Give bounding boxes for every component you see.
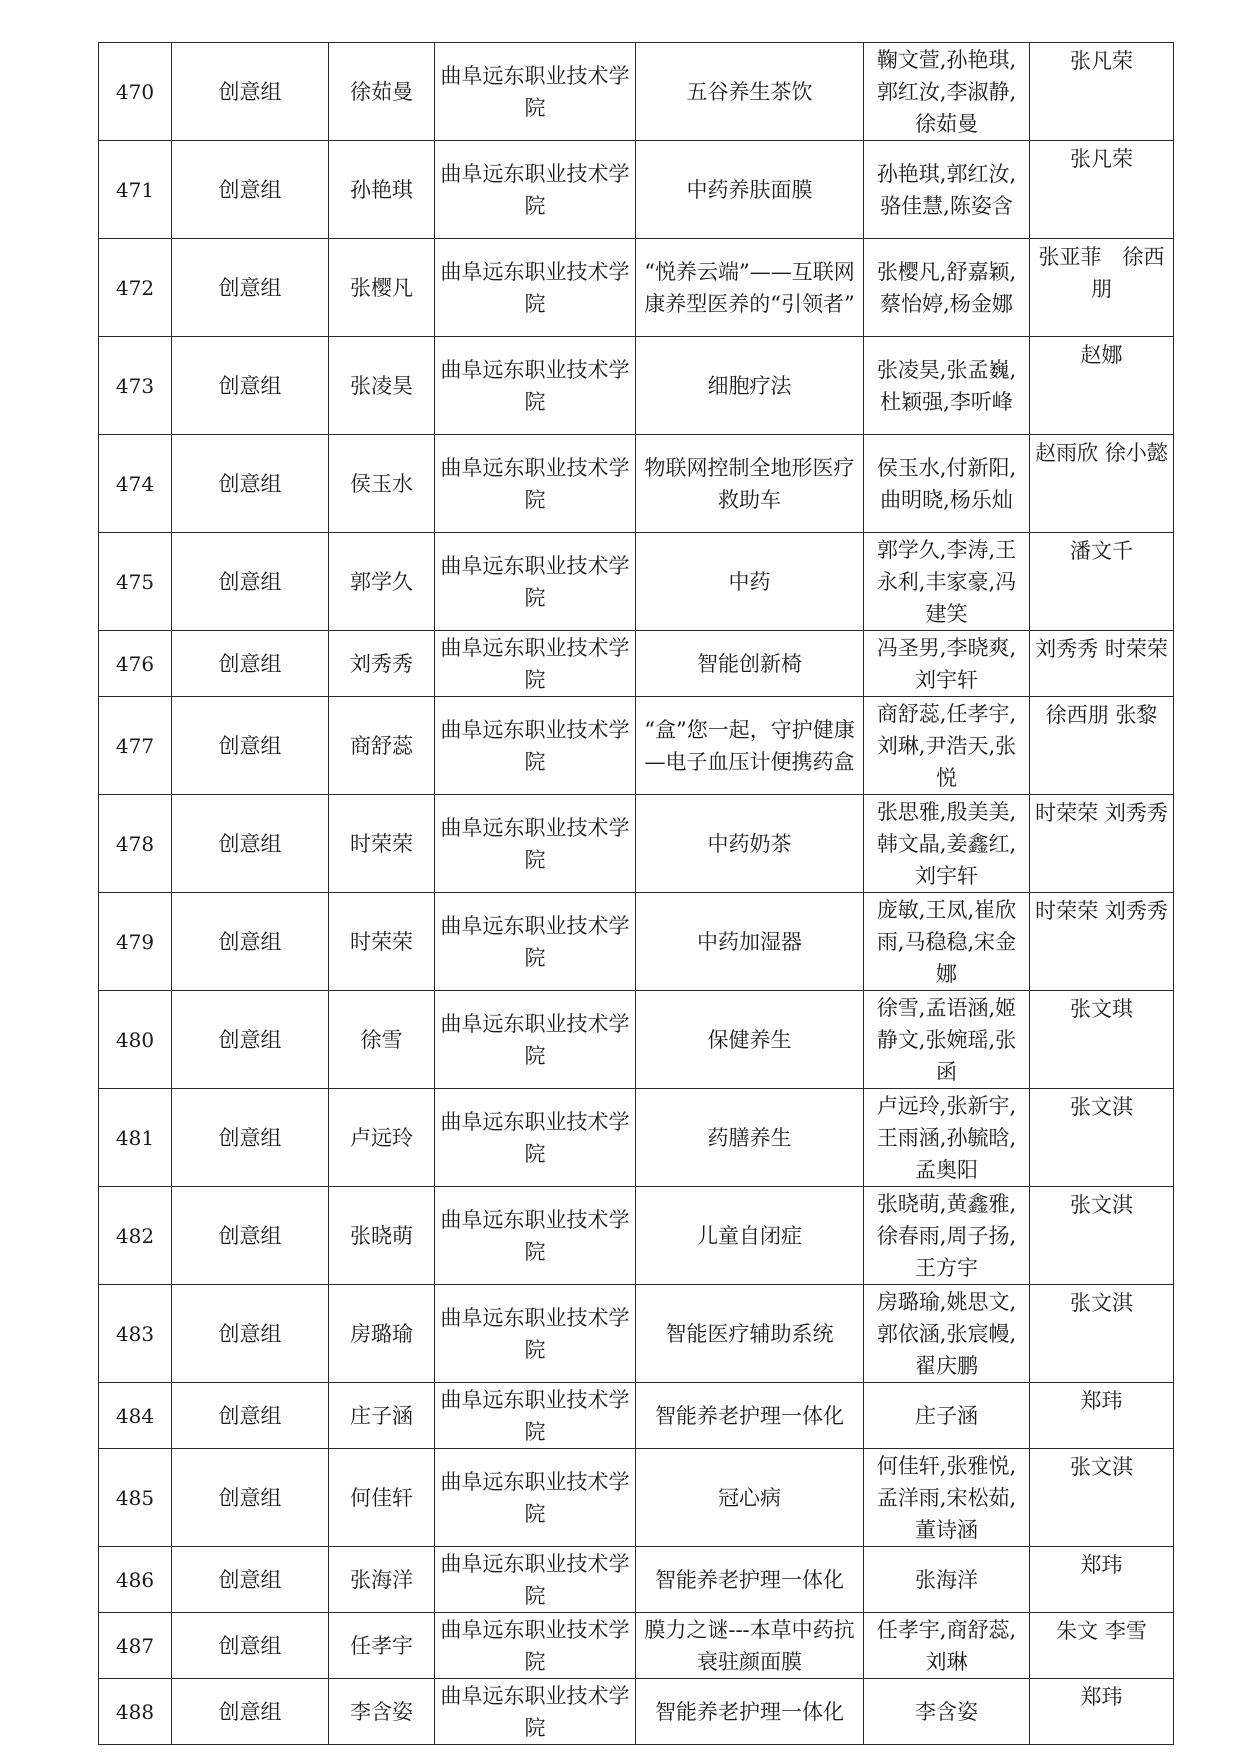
entry-group: 创意组 <box>172 893 329 991</box>
entry-number: 477 <box>99 697 172 795</box>
entry-project: 智能养老护理一体化 <box>636 1383 864 1449</box>
entry-school: 曲阜远东职业技术学院 <box>435 141 636 239</box>
entry-project: 智能医疗辅助系统 <box>636 1285 864 1383</box>
entry-leader: 徐茹曼 <box>329 43 435 141</box>
entry-advisor: 郑玮 <box>1030 1547 1174 1613</box>
entry-project: 冠心病 <box>636 1449 864 1547</box>
entry-advisor: 张亚菲 徐西朋 <box>1030 239 1174 337</box>
entry-number: 474 <box>99 435 172 533</box>
entry-leader: 时荣荣 <box>329 893 435 991</box>
entry-members: 侯玉水,付新阳,曲明晓,杨乐灿 <box>864 435 1030 533</box>
entry-members: 张樱凡,舒嘉颖,蔡怡婷,杨金娜 <box>864 239 1030 337</box>
entry-leader: 侯玉水 <box>329 435 435 533</box>
entry-school: 曲阜远东职业技术学院 <box>435 795 636 893</box>
entry-group: 创意组 <box>172 43 329 141</box>
entry-number: 479 <box>99 893 172 991</box>
entry-school: 曲阜远东职业技术学院 <box>435 1613 636 1679</box>
entry-leader: 李含姿 <box>329 1679 435 1745</box>
entry-members: 何佳轩,张雅悦,孟洋雨,宋松茹,董诗涵 <box>864 1449 1030 1547</box>
entry-group: 创意组 <box>172 141 329 239</box>
entry-members: 庞敏,王凤,崔欣雨,马稳稳,宋金娜 <box>864 893 1030 991</box>
entries-table-body <box>99 43 1174 1745</box>
table-row <box>99 1449 1174 1547</box>
entry-group: 创意组 <box>172 435 329 533</box>
entry-group: 创意组 <box>172 1679 329 1745</box>
entry-number: 480 <box>99 991 172 1089</box>
entry-leader: 商舒蕊 <box>329 697 435 795</box>
table-row <box>99 631 1174 697</box>
entry-advisor: 刘秀秀 时荣荣 <box>1030 631 1174 697</box>
entry-advisor: 张文淇 <box>1030 1187 1174 1285</box>
entry-advisor: 张文淇 <box>1030 1089 1174 1187</box>
table-row <box>99 1285 1174 1383</box>
entry-project: 物联网控制全地形医疗救助车 <box>636 435 864 533</box>
table-row <box>99 893 1174 991</box>
entry-leader: 徐雪 <box>329 991 435 1089</box>
entry-school: 曲阜远东职业技术学院 <box>435 239 636 337</box>
entry-school: 曲阜远东职业技术学院 <box>435 1089 636 1187</box>
entry-members: 任孝宇,商舒蕊,刘琳 <box>864 1613 1030 1679</box>
entry-leader: 刘秀秀 <box>329 631 435 697</box>
table-row <box>99 1383 1174 1449</box>
entry-members: 徐雪,孟语涵,姬静文,张婉瑶,张函 <box>864 991 1030 1089</box>
entry-advisor: 潘文千 <box>1030 533 1174 631</box>
entry-advisor: 张文淇 <box>1030 1285 1174 1383</box>
entry-school: 曲阜远东职业技术学院 <box>435 1449 636 1547</box>
entry-members: 鞠文萱,孙艳琪,郭红汝,李淑静,徐茹曼 <box>864 43 1030 141</box>
entry-leader: 张海洋 <box>329 1547 435 1613</box>
entry-members: 张海洋 <box>864 1547 1030 1613</box>
entry-advisor: 时荣荣 刘秀秀 <box>1030 795 1174 893</box>
entry-leader: 时荣荣 <box>329 795 435 893</box>
entry-advisor: 张文淇 <box>1030 1449 1174 1547</box>
entry-leader: 孙艳琪 <box>329 141 435 239</box>
entry-school: 曲阜远东职业技术学院 <box>435 697 636 795</box>
entry-project: 保健养生 <box>636 991 864 1089</box>
entry-school: 曲阜远东职业技术学院 <box>435 1679 636 1745</box>
entry-number: 481 <box>99 1089 172 1187</box>
entry-members: 商舒蕊,任孝宇,刘琳,尹浩天,张悦 <box>864 697 1030 795</box>
entry-group: 创意组 <box>172 533 329 631</box>
entry-members: 卢远玲,张新宇,王雨涵,孙毓晗,孟奥阳 <box>864 1089 1030 1187</box>
entry-advisor: 赵雨欣 徐小懿 <box>1030 435 1174 533</box>
entry-project: 五谷养生茶饮 <box>636 43 864 141</box>
entry-project: 智能养老护理一体化 <box>636 1679 864 1745</box>
entry-project: 中药奶茶 <box>636 795 864 893</box>
entry-group: 创意组 <box>172 1547 329 1613</box>
entry-advisor: 郑玮 <box>1030 1383 1174 1449</box>
entry-school: 曲阜远东职业技术学院 <box>435 991 636 1089</box>
entry-group: 创意组 <box>172 1285 329 1383</box>
entry-group: 创意组 <box>172 795 329 893</box>
entry-number: 472 <box>99 239 172 337</box>
entry-advisor: 朱文 李雪 <box>1030 1613 1174 1679</box>
entry-school: 曲阜远东职业技术学院 <box>435 1187 636 1285</box>
entry-number: 473 <box>99 337 172 435</box>
entry-advisor: 张凡荣 <box>1030 43 1174 141</box>
entry-members: 庄子涵 <box>864 1383 1030 1449</box>
table-row <box>99 991 1174 1089</box>
entry-number: 476 <box>99 631 172 697</box>
entry-number: 483 <box>99 1285 172 1383</box>
entry-members: 冯圣男,李晓爽,刘宇轩 <box>864 631 1030 697</box>
entry-project: 中药 <box>636 533 864 631</box>
entry-school: 曲阜远东职业技术学院 <box>435 435 636 533</box>
entry-number: 486 <box>99 1547 172 1613</box>
entry-leader: 张凌昊 <box>329 337 435 435</box>
entry-school: 曲阜远东职业技术学院 <box>435 337 636 435</box>
table-row <box>99 43 1174 141</box>
table-row <box>99 697 1174 795</box>
table-row <box>99 435 1174 533</box>
entry-project: 膜力之谜---本草中药抗衰驻颜面膜 <box>636 1613 864 1679</box>
table-row <box>99 239 1174 337</box>
entry-project: 智能创新椅 <box>636 631 864 697</box>
entry-project: “悦养云端”——互联网康养型医养的“引领者” <box>636 239 864 337</box>
entry-members: 房璐瑜,姚思文,郭依涵,张宸幔,翟庆鹏 <box>864 1285 1030 1383</box>
entry-members: 孙艳琪,郭红汝,骆佳慧,陈姿含 <box>864 141 1030 239</box>
entry-number: 482 <box>99 1187 172 1285</box>
entry-project: 药膳养生 <box>636 1089 864 1187</box>
entry-advisor: 赵娜 <box>1030 337 1174 435</box>
entry-leader: 何佳轩 <box>329 1449 435 1547</box>
table-row <box>99 795 1174 893</box>
entry-project: 中药养肤面膜 <box>636 141 864 239</box>
entry-leader: 庄子涵 <box>329 1383 435 1449</box>
entry-school: 曲阜远东职业技术学院 <box>435 533 636 631</box>
table-row <box>99 1613 1174 1679</box>
entry-number: 485 <box>99 1449 172 1547</box>
entry-group: 创意组 <box>172 1187 329 1285</box>
entry-members: 张思雅,殷美美,韩文晶,姜鑫红,刘宇轩 <box>864 795 1030 893</box>
entry-leader: 张晓萌 <box>329 1187 435 1285</box>
entry-group: 创意组 <box>172 1449 329 1547</box>
entry-project: 智能养老护理一体化 <box>636 1547 864 1613</box>
entry-members: 郭学久,李涛,王永利,丰家豪,冯建笑 <box>864 533 1030 631</box>
entry-project: 细胞疗法 <box>636 337 864 435</box>
entry-project: 中药加湿器 <box>636 893 864 991</box>
table-row <box>99 1547 1174 1613</box>
entry-project: “盒”您一起，守护健康—电子血压计便携药盒 <box>636 697 864 795</box>
entry-advisor: 张文琪 <box>1030 991 1174 1089</box>
entry-school: 曲阜远东职业技术学院 <box>435 1383 636 1449</box>
entry-leader: 任孝宇 <box>329 1613 435 1679</box>
table-row <box>99 1089 1174 1187</box>
entry-members: 张晓萌,黄鑫雅,徐春雨,周子扬,王方宇 <box>864 1187 1030 1285</box>
entry-group: 创意组 <box>172 1383 329 1449</box>
entry-group: 创意组 <box>172 991 329 1089</box>
entry-number: 475 <box>99 533 172 631</box>
entry-advisor: 徐西朋 张黎 <box>1030 697 1174 795</box>
entry-group: 创意组 <box>172 631 329 697</box>
entry-leader: 郭学久 <box>329 533 435 631</box>
entry-number: 471 <box>99 141 172 239</box>
table-row <box>99 141 1174 239</box>
entry-advisor: 张凡荣 <box>1030 141 1174 239</box>
entry-school: 曲阜远东职业技术学院 <box>435 43 636 141</box>
entry-group: 创意组 <box>172 1613 329 1679</box>
entry-number: 470 <box>99 43 172 141</box>
table-row <box>99 1187 1174 1285</box>
entry-leader: 张樱凡 <box>329 239 435 337</box>
entry-members: 张凌昊,张孟巍,杜颖强,李听峰 <box>864 337 1030 435</box>
entry-leader: 房璐瑜 <box>329 1285 435 1383</box>
table-row <box>99 337 1174 435</box>
entry-members: 李含姿 <box>864 1679 1030 1745</box>
entry-school: 曲阜远东职业技术学院 <box>435 1285 636 1383</box>
entry-school: 曲阜远东职业技术学院 <box>435 893 636 991</box>
entry-number: 484 <box>99 1383 172 1449</box>
entries-table <box>98 42 1174 1745</box>
entry-school: 曲阜远东职业技术学院 <box>435 631 636 697</box>
entry-number: 478 <box>99 795 172 893</box>
entry-advisor: 郑玮 <box>1030 1679 1174 1745</box>
award-list-page <box>98 42 1173 1745</box>
table-row <box>99 533 1174 631</box>
entry-group: 创意组 <box>172 1089 329 1187</box>
entry-project: 儿童自闭症 <box>636 1187 864 1285</box>
entry-advisor: 时荣荣 刘秀秀 <box>1030 893 1174 991</box>
entry-number: 488 <box>99 1679 172 1745</box>
table-row <box>99 1679 1174 1745</box>
entry-group: 创意组 <box>172 337 329 435</box>
entry-group: 创意组 <box>172 697 329 795</box>
entry-group: 创意组 <box>172 239 329 337</box>
entry-leader: 卢远玲 <box>329 1089 435 1187</box>
entry-school: 曲阜远东职业技术学院 <box>435 1547 636 1613</box>
entry-number: 487 <box>99 1613 172 1679</box>
